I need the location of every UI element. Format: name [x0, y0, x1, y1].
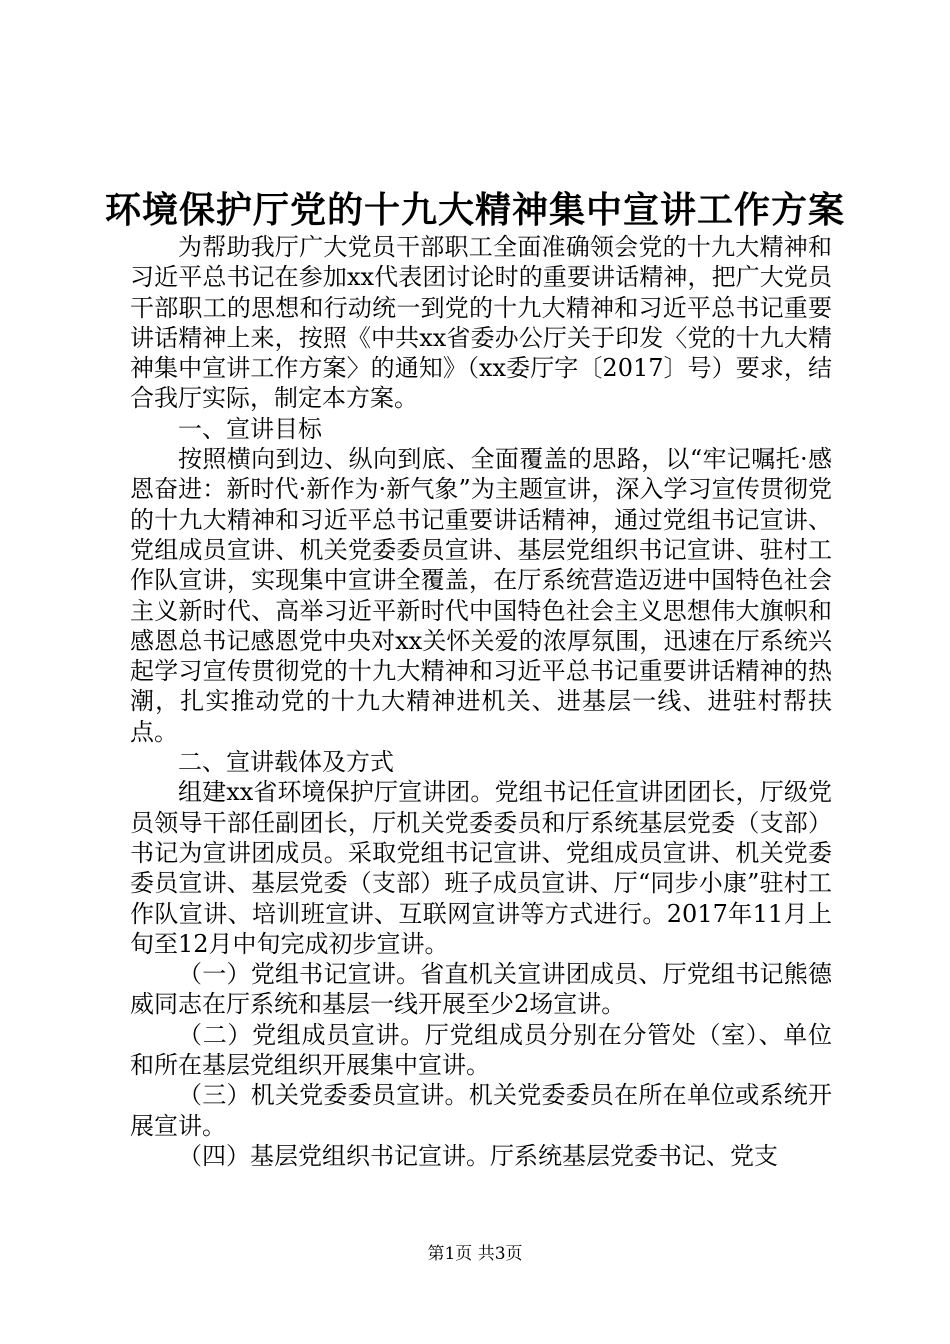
goals-paragraph: 按照横向到边、纵向到底、全面覆盖的思路，以“牢记嘱托·感恩奋进：新时代·新作为·新气象”为主题宣讲，深入学习宣传贯彻党的十九大精神和习近平总书记重要讲话精神，通过党组书记宣讲、党组成员宣讲、机关党委委员宣讲、基层党组织书记宣讲、驻村工作队宣讲，实现集中宣讲全覆盖，在厅系统营造迈进中国特色社会主义新时代、高举习近平新时代中国特色社会主义思想伟大旗帜和感恩总书记感恩党中央对xx关怀关爱的浓厚氛围，迅速在厅系统兴起学习宣传贯彻党的十九大精神和习近平总书记重要讲话精神的热潮，扎实推动党的十九大精神进机关、进基层一线、进驻村帮扶点。 — [130, 445, 832, 746]
intro-paragraph: 为帮助我厅广大党员干部职工全面准确领会党的十九大精神和习近平总书记在参加xx代表团讨论时的重要讲话精神，把广大党员干部职工的思想和行动统一到党的十九大精神和习近平总书记重要讲话精神上来，按照《中共xx省委办公厅关于印发〈党的十九大精神集中宣讲工作方案〉的通知》（xx委厅字〔2017〕号）要求，结合我厅实际，制定本方案。 — [130, 233, 832, 413]
section-heading-goals: 一、宣讲目标 — [178, 414, 322, 443]
document-title: 环境保护厅党的十九大精神集中宣讲工作方案 — [104, 189, 845, 231]
item-paragraph-3: （三）机关党委委员宣讲。机关党委委员在所在单位或系统开展宣讲。 — [130, 1081, 832, 1140]
document-body — [130, 232, 832, 1171]
section-heading-methods: 二、宣讲载体及方式 — [178, 748, 394, 777]
page-number-footer: 第1页 共3页 — [427, 1244, 523, 1264]
item-paragraph-1: （一）党组书记宣讲。省直机关宣讲团成员、厅党组书记熊德威同志在厅系统和基层一线开展至少2场宣讲。 — [130, 960, 832, 1019]
item-paragraph-4: （四）基层党组织书记宣讲。厅系统基层党委书记、党支 — [178, 1141, 778, 1170]
methods-paragraph: 组建xx省环境保护厅宣讲团。党组书记任宣讲团团长，厅级党员领导干部任副团长，厅机关党委委员和厅系统基层党委（支部）书记为宣讲团成员。采取党组书记宣讲、党组成员宣讲、机关党委委员宣讲、基层党委（支部）班子成员宣讲、厅“同步小康”驻村工作队宣讲、培训班宣讲、互联网宣讲等方式进行。2017年11月上旬至12月中旬完成初步宣讲。 — [130, 778, 832, 958]
item-paragraph-2: （二）党组成员宣讲。厅党组成员分别在分管处（室）、单位和所在基层党组织开展集中宣讲。 — [130, 1020, 832, 1080]
